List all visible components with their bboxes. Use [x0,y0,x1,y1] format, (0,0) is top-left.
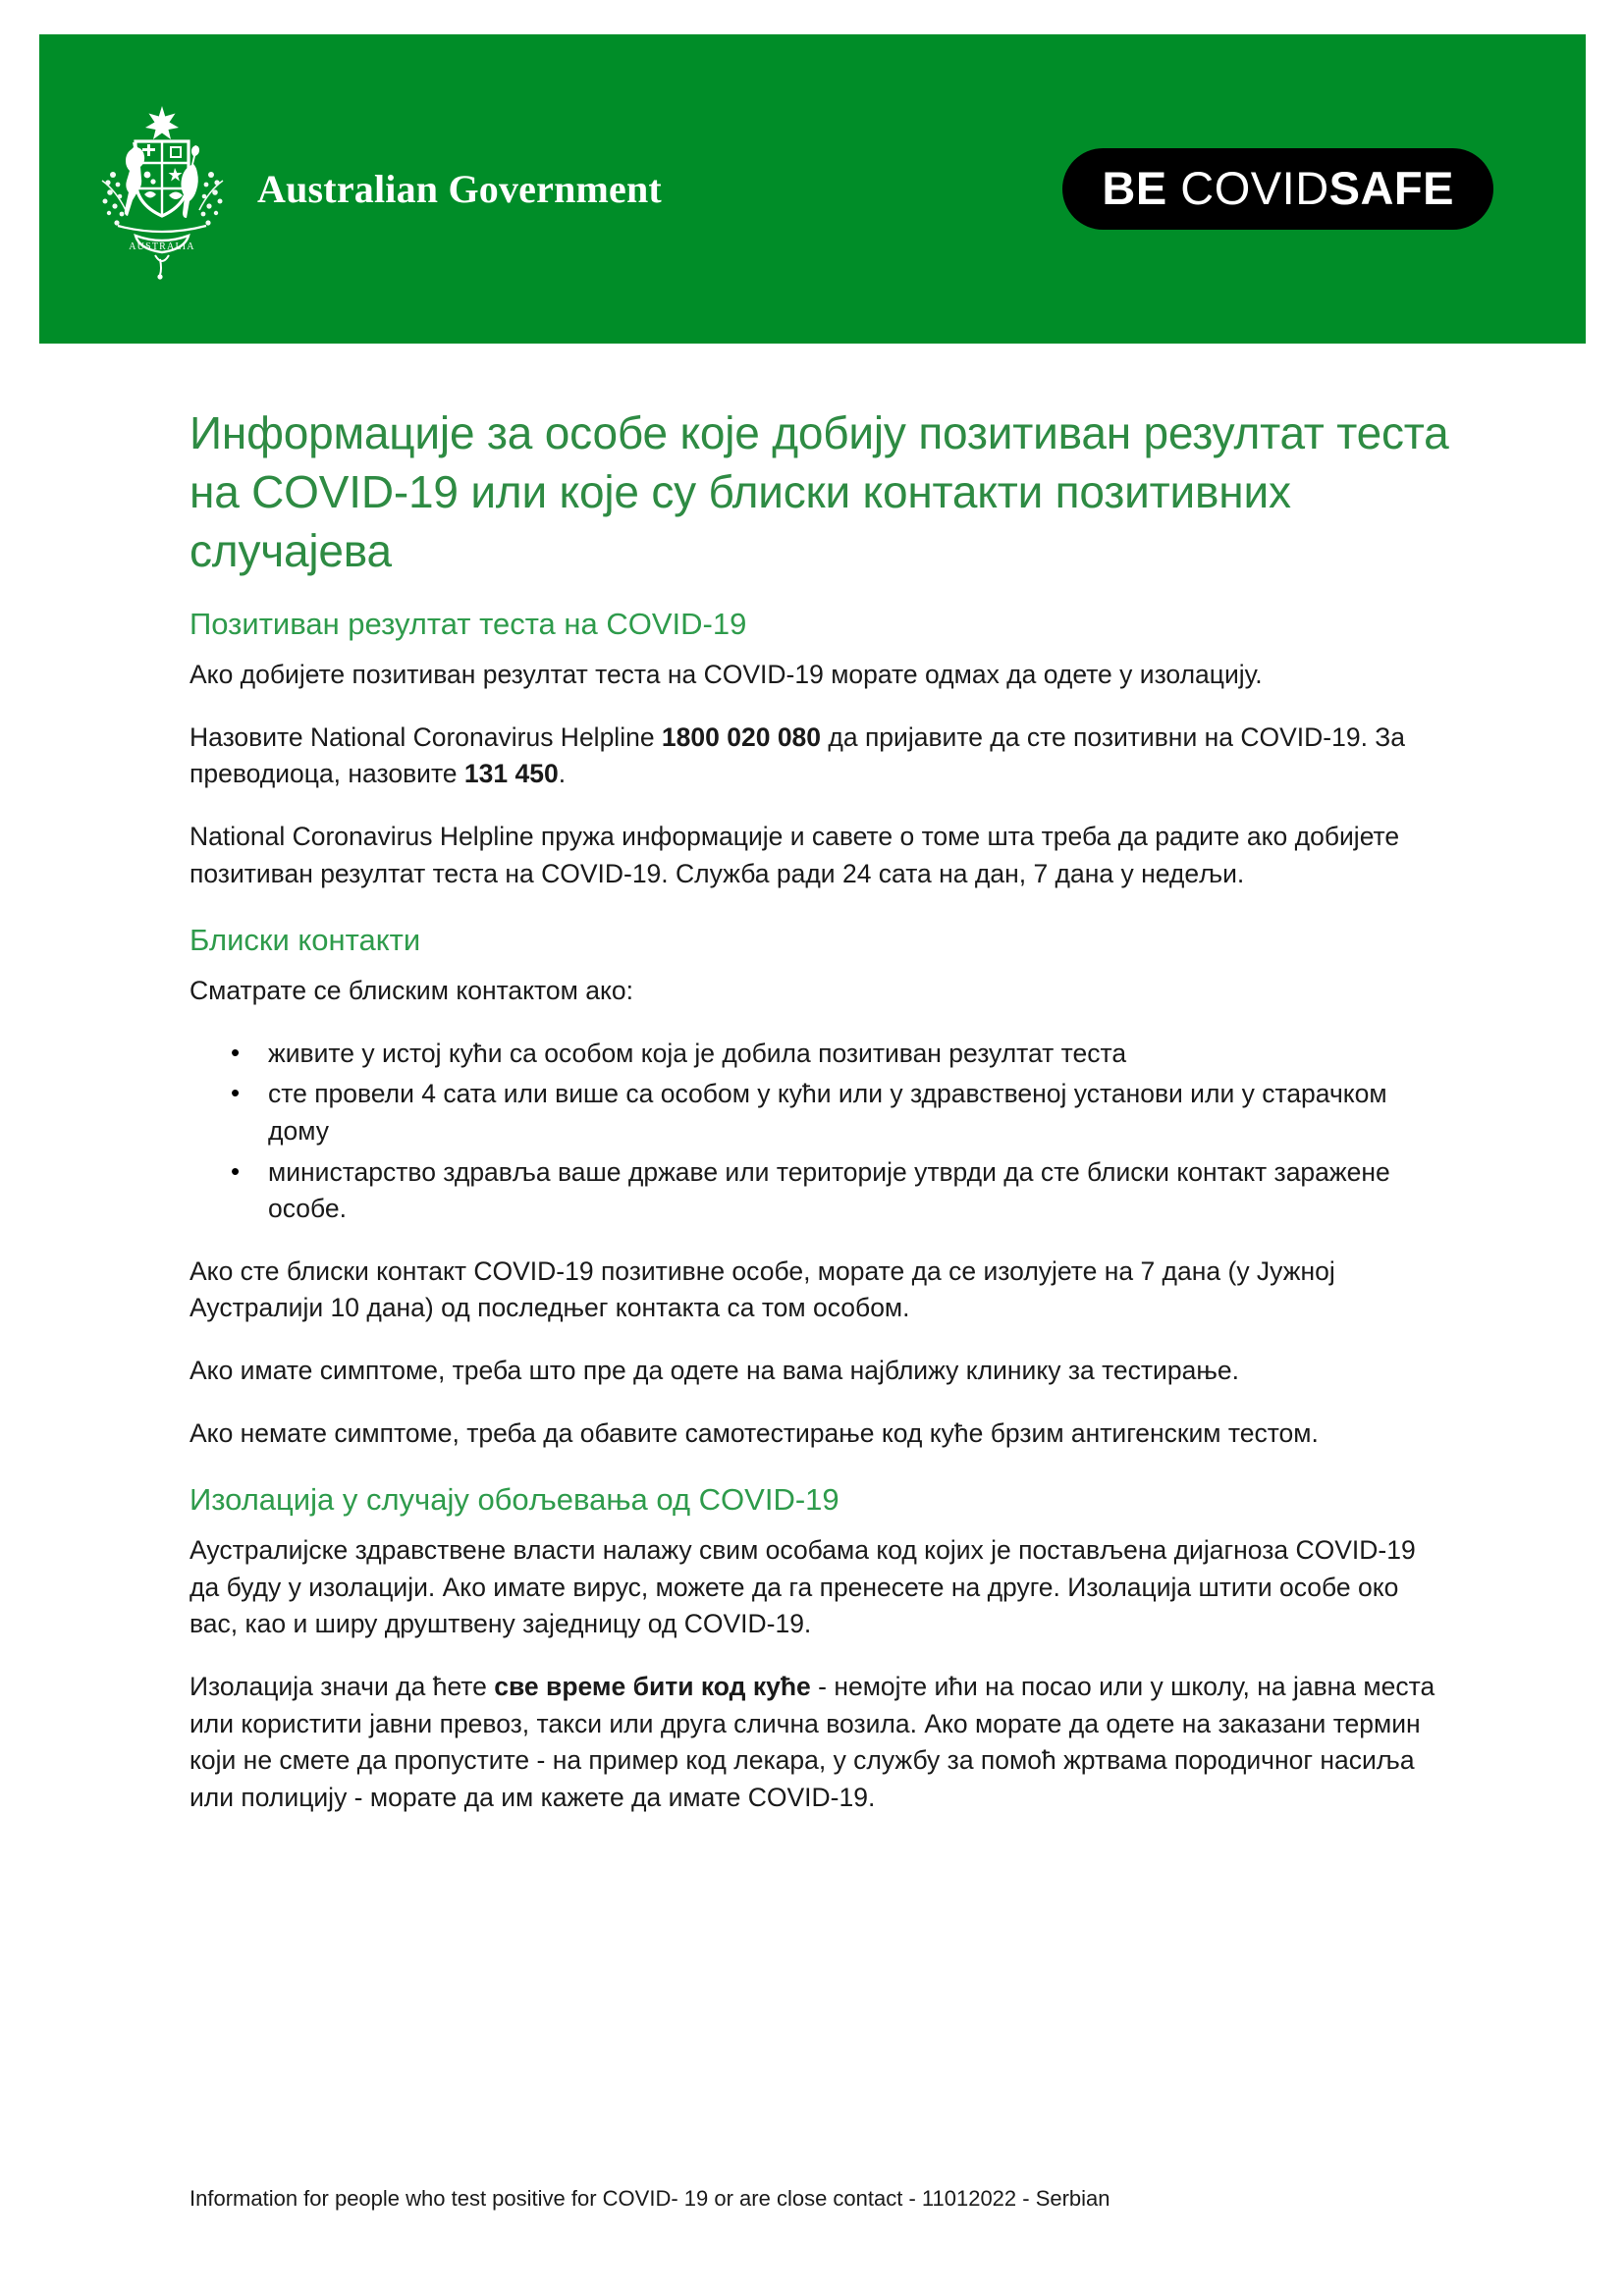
badge-word-be: BE [1102,162,1167,214]
paragraph-without-symptoms: Ако немате симптоме, треба да обавите самотестирање код куће брзим антигенским тестом. [189,1417,1319,1448]
interpreter-phone-number: 131 450 [463,759,559,789]
document-footer [189,2185,1451,2214]
list-item: • живите у истој кући са особом која је добила позитиван резултат теста [268,1036,1451,1073]
section-heading-close-contacts: Блиски контакти [189,923,421,958]
document-content [189,404,1451,1816]
coat-of-arms-icon [88,98,236,280]
helpline-text-before: Назовите National Coronavirus Helpline [189,721,662,752]
covidsafe-badge-text [1102,162,1454,214]
paragraph-helpline-numbers [189,720,1451,793]
footer-reference-text: Information for people who test positive for COVID- 19 or are close contact - 11012022 - Serbian [189,2186,1110,2211]
paragraph-helpline-hours: National Coronavirus Helpline пружа информације и савете о томе шта треба да радите ако добијете позитиван резултат теста на COVID-19. Служба ради 24 сата на дан, 7 дана у недељи. [189,822,1400,888]
paragraph-close-contact-intro: Сматрате се блиским контактом ако: [189,976,633,1006]
coat-of-arms-scroll-label: AUSTRALIA [129,241,195,252]
paragraph-with-symptoms: Ако имате симптоме, треба што пре да одете на вама најближу клинику за тестирање. [189,1356,1239,1386]
government-wordmark: Australian Government [257,167,662,211]
paragraph-positive-isolate: Ако добијете позитиван резултат теста на COVID-19 морате одмах да одете у изолацију. [189,660,1263,690]
header-content [39,34,1586,344]
isolation-text-before: Изолација значи да ћете [189,1671,495,1701]
list-item: • министарство здравља ваше државе или територије утврди да сте блиски контакт заражене особе. [268,1154,1451,1228]
helpline-phone-number: 1800 020 080 [661,721,822,752]
isolation-emphasis: све време бити код куће [494,1671,811,1701]
paragraph-isolation-meaning [189,1669,1451,1817]
australian-government-lockup [88,98,662,280]
close-contact-criteria-list [189,1036,1451,1228]
badge-word-safe: SAFE [1328,162,1454,214]
page-title: Информације за особе које добију позитиван резултат теста на COVID-19 или које су блиски контакти позитивних случајева [189,407,1449,576]
list-item: • сте провели 4 сата или више са особом у кући или у здравственој установи или у старачком дому [268,1076,1451,1149]
section-heading-positive-test: Позитиван резултат теста на COVID-19 [189,607,747,642]
badge-word-covid: COVID [1180,162,1329,214]
paragraph-isolation-duration: Ако сте блиски контакт COVID-19 позитивне особе, морате да се изолујете на 7 дана (у Јужној Аустралији 10 дана) од последњег контакта са том особом. [189,1255,1335,1323]
be-covidsafe-badge [1062,148,1493,230]
section-heading-isolation: Изолација у случају обољевања од COVID-19 [189,1482,839,1518]
header-band [39,34,1586,344]
helpline-text-middle: да пријавите да сте позитивни на COVID-19. За преводиоца, назовите [189,721,1406,789]
paragraph-isolation-requirement: Аустралијске здравствене власти налажу свим особама код којих је постављена дијагноза COVID-19 да буду у изолацији. Ако имате вирус, можете да га пренесете на друге. Изолација штити особе око вас, као и ширу друштвену заједницу од COVID-19. [189,1535,1416,1639]
helpline-text-after: . [558,759,567,789]
isolation-text-after: - немојте ићи на посао или у школу, на јавна места или користити јавни превоз, такси или друга слична возила. Ако морате да одете на заказани термин који не смете да пропустите - на пример код лекара, у службу за помоћ жртвама породичног насиља или полицију - морате да им кажете да имате COVID-19. [189,1671,1435,1812]
